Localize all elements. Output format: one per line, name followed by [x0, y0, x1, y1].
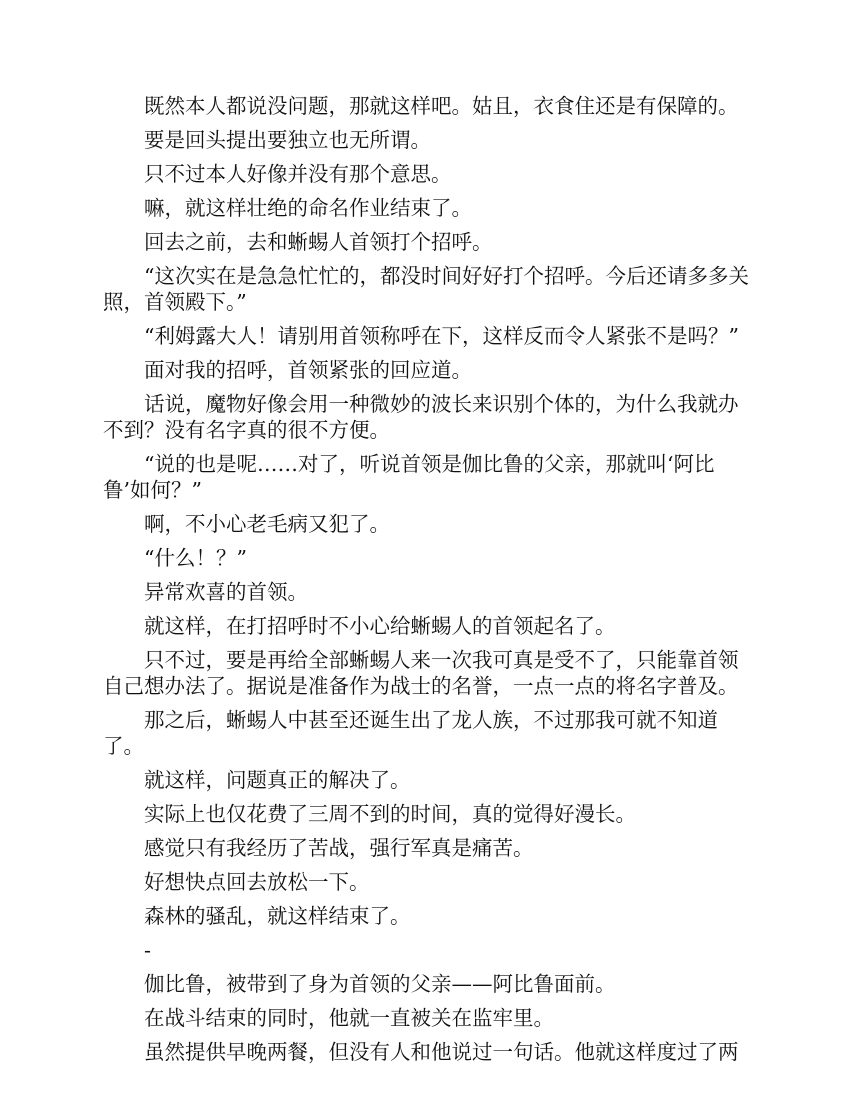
paragraph: 感觉只有我经历了苦战，强行军真是痛苦。 — [144, 836, 534, 860]
section-divider: - — [144, 938, 151, 962]
paragraph: 森林的骚乱，就这样结束了。 — [144, 904, 411, 928]
paragraph: 虽然提供早晚两餐，但没有人和他说过一句话。他就这样度过了两 — [144, 1040, 739, 1064]
paragraph: “利姆露大人！请别用首领称呼在下，这样反而令人紧张不是吗？” — [144, 324, 739, 348]
paragraph: 实际上也仅花费了三周不到的时间，真的觉得好漫长。 — [144, 802, 636, 826]
paragraph: 既然本人都说没问题，那就这样吧。姑且，衣食住还是有保障的。 — [144, 94, 739, 118]
paragraph: 好想快点回去放松一下。 — [144, 870, 370, 894]
paragraph: “这次实在是急急忙忙的，都没时间好好打个招呼。今后还请多多关照，首领殿下。” — [103, 264, 749, 314]
paragraph: 只不过本人好像并没有那个意思。 — [144, 162, 452, 186]
paragraph: 回去之前，去和蜥蜴人首领打个招呼。 — [144, 230, 493, 254]
paragraph: 要是回头提出要独立也无所谓。 — [144, 128, 431, 152]
paragraph: 面对我的招呼，首领紧张的回应道。 — [144, 358, 472, 382]
paragraph: 在战斗结束的同时，他就一直被关在监牢里。 — [144, 1006, 554, 1030]
paragraph: 那之后，蜥蜴人中甚至还诞生出了龙人族，不过那我可就不知道了。 — [103, 708, 718, 758]
paragraph: “什么！？” — [144, 546, 247, 570]
paragraph: 只不过，要是再给全部蜥蜴人来一次我可真是受不了，只能靠首领自己想办法了。据说是准备作为战士的名誉，一点一点的将名字普及。 — [103, 648, 739, 698]
paragraph: 就这样，问题真正的解决了。 — [144, 768, 411, 792]
body-text — [103, 93, 753, 1073]
paragraph: 啊，不小心老毛病又犯了。 — [144, 512, 390, 536]
paragraph: 伽比鲁，被带到了身为首领的父亲——阿比鲁面前。 — [144, 972, 616, 996]
paragraph: 话说，魔物好像会用一种微妙的波长来识别个体的，为什么我就办不到？没有名字真的很不方便。 — [103, 392, 739, 442]
paragraph: 嘛，就这样壮绝的命名作业结束了。 — [144, 196, 472, 220]
paragraph: 就这样，在打招呼时不小心给蜥蜴人的首领起名了。 — [144, 614, 616, 638]
paragraph: 异常欢喜的首领。 — [144, 580, 308, 604]
paragraph: “说的也是呢……对了，听说首领是伽比鲁的父亲，那就叫‘阿比鲁’如何？” — [103, 452, 715, 502]
